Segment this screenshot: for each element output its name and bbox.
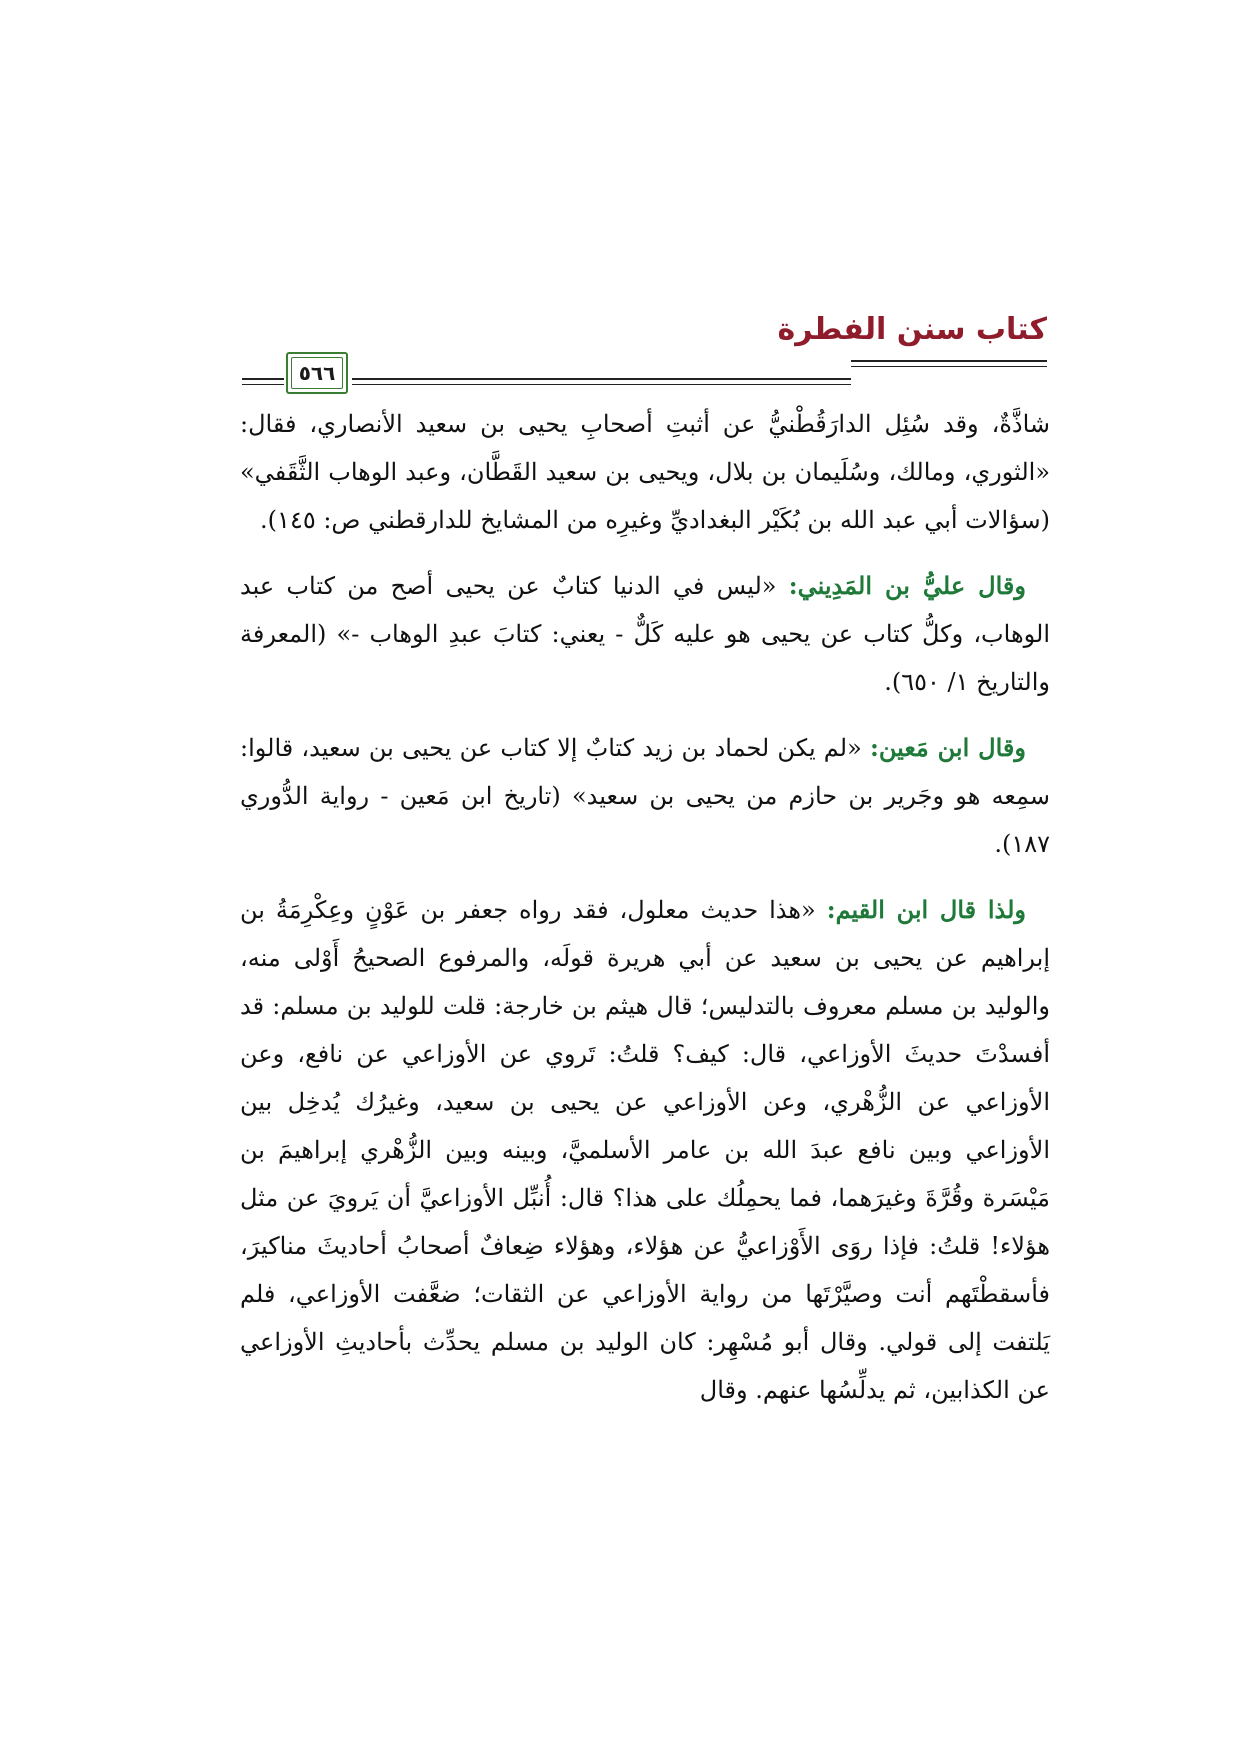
header-rule bbox=[242, 384, 284, 385]
paragraph-lead: ولذا قال ابن القيم: bbox=[826, 895, 1026, 924]
page-header bbox=[242, 312, 1047, 392]
header-rule bbox=[242, 378, 284, 380]
page-body bbox=[240, 400, 1050, 1432]
paragraph bbox=[240, 724, 1050, 868]
header-rule bbox=[851, 360, 1047, 362]
paragraph-lead: وقال ابن مَعين: bbox=[869, 733, 1026, 762]
paragraph-text: «لم يكن لحماد بن زيد كتابٌ إلا كتاب عن يحيى بن سعيد، قالوا: سمِعه هو وجَرير بن حازم من يحيى بن سعيد» (تاريخ ابن مَعين - رواية الدُّوري ١٨٧). bbox=[240, 734, 1050, 858]
book-title: كتاب سنن الفطرة bbox=[777, 312, 1047, 347]
header-rule bbox=[851, 366, 1047, 367]
paragraph-text: «هذا حديث معلول، فقد رواه جعفر بن عَوْنٍ وعِكْرِمَةُ بن إبراهيم عن يحيى بن سعيد عن أبي هريرة قولَه، والمرفوع الصحيحُ أَوْلى منه، والوليد بن مسلم معروف بالتدليس؛ قال هيثم بن خارجة: قلت للوليد بن مسلم: قد أفسدْتَ حديثَ الأوزاعي، قال: كيف؟ قلتُ: تَروي عن الأوزاعي عن نافع، وعن الأوزاعي عن الزُّهْري، وعن الأوزاعي عن يحيى بن سعيد، وغيرُك يُدخِل بين الأوزاعي وبين نافع عبدَ الله بن عامر الأسلميَّ، وبينه وبين الزُّهْري إبراهيمَ بن مَيْسَرة وقُرَّةَ وغيرَهما، فما يحمِلُك على هذا؟ قال: أُنبِّل الأوزاعيَّ أن يَرويَ عن مثل هؤلاء! قلتُ: فإذا روَى الأَوْزاعيُّ عن هؤلاء، وهؤلاء ضِعافٌ أصحابُ أحاديثَ مناكيرَ، فأسقطْتَهم أنت وصيَّرْتَها من رواية الأوزاعي عن الثقات؛ ضعَّفت الأوزاعي، فلم يَلتفت إلى قولي. وقال أبو مُسْهِر: كان الوليد بن مسلم يحدِّث بأحاديثِ الأوزاعي عن الكذابين، ثم يدلِّسُها عنهم. وقال bbox=[240, 896, 1050, 1404]
page-number-frame bbox=[286, 352, 348, 394]
paragraph-lead: وقال عليُّ بن المَدِيني: bbox=[788, 571, 1026, 600]
paragraph bbox=[240, 562, 1050, 706]
paragraph-text: «ليس في الدنيا كتابٌ عن يحيى أصح من كتاب عبد الوهاب، وكلُّ كتاب عن يحيى هو عليه كَلٌّ - يعني: كتابَ عبدِ الوهاب -» (المعرفة والتاريخ ١/ ٦٥٠). bbox=[240, 572, 1051, 696]
paragraph bbox=[240, 886, 1050, 1414]
paragraph bbox=[240, 400, 1050, 544]
page-number: ٥٦٦ bbox=[298, 361, 336, 385]
paragraph-text: شاذَّةٌ، وقد سُئِل الدارَقُطْنيُّ عن أثبتِ أصحابِ يحيى بن سعيد الأنصاري، فقال: «الثوري، ومالك، وسُلَيمان بن بلال، ويحيى بن سعيد القَطَّان، وعبد الوهاب الثَّقَفي» (سؤالات أبي عبد الله بن بُكَيْر البغداديِّ وغيرِه من المشايخ للدارقطني ص: ١٤٥). bbox=[240, 410, 1051, 534]
header-rule bbox=[352, 384, 851, 385]
header-rule bbox=[352, 378, 851, 380]
